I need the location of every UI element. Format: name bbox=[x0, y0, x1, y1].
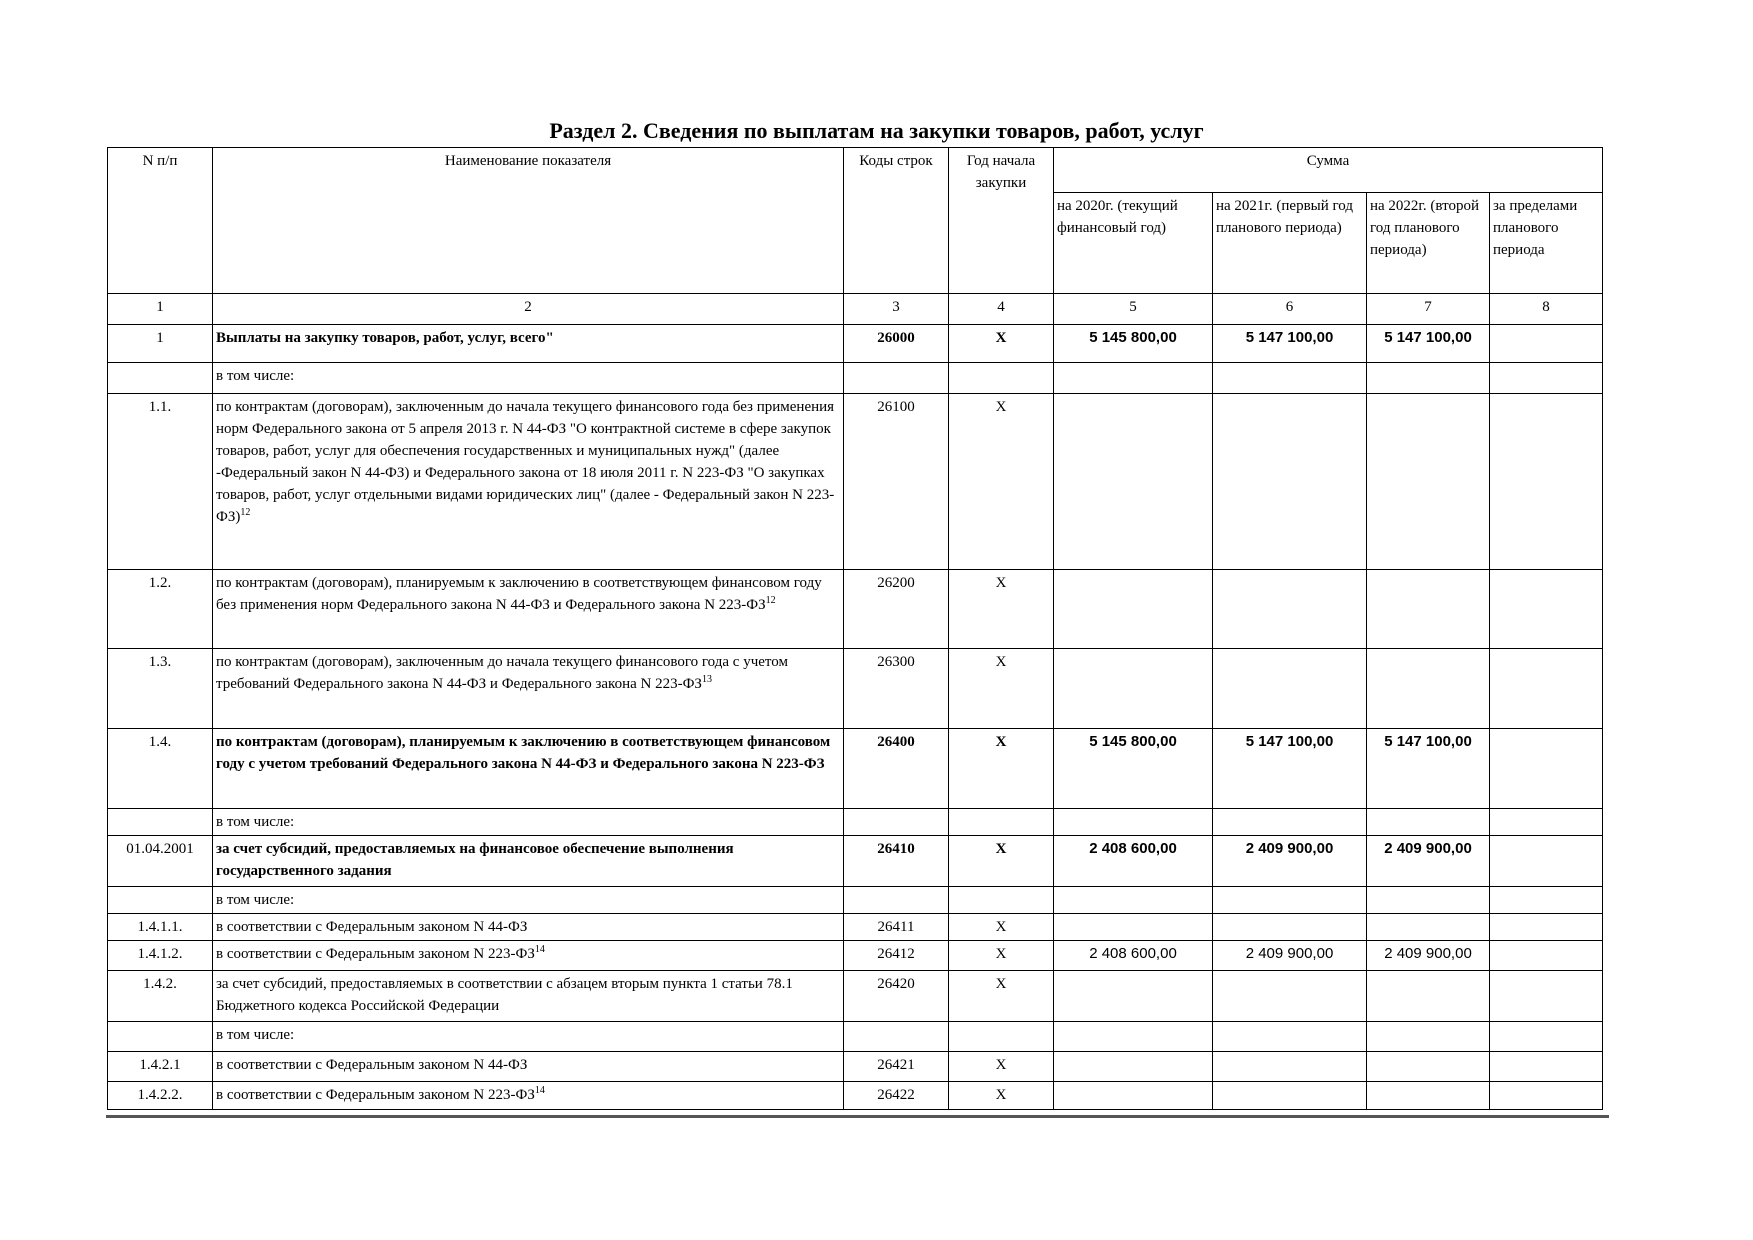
sum-beyond bbox=[1490, 971, 1603, 1022]
row-year bbox=[949, 1022, 1054, 1052]
col-number: 7 bbox=[1367, 294, 1490, 325]
sum-2021 bbox=[1213, 887, 1367, 914]
row-number: 1.4.2. bbox=[108, 971, 213, 1022]
row-name-text: по контрактам (договорам), планируемым к заключению в соответствующем финансовом году с учетом требований Федерального закона N 44-ФЗ и Федерального закона N 223-ФЗ bbox=[216, 734, 831, 772]
table-row bbox=[108, 649, 1603, 729]
row-name bbox=[213, 394, 844, 570]
row-name bbox=[213, 363, 844, 394]
header-code: Коды строк bbox=[844, 148, 949, 294]
sum-2022 bbox=[1367, 1052, 1490, 1082]
row-year: X bbox=[949, 649, 1054, 729]
row-number: 1.1. bbox=[108, 394, 213, 570]
row-name-text: за счет субсидий, предоставляемых в соответствии с абзацем вторым пункта 1 статьи 78.1 Бюджетного кодекса Российской Федерации bbox=[216, 976, 793, 1014]
sum-2020 bbox=[1054, 887, 1213, 914]
row-name-text: в соответствии с Федеральным законом N 44-ФЗ bbox=[216, 919, 528, 935]
row-name bbox=[213, 729, 844, 809]
row-number bbox=[108, 809, 213, 836]
row-name bbox=[213, 570, 844, 649]
row-name bbox=[213, 325, 844, 363]
header-sum-2020: на 2020г. (текущий финансовый год) bbox=[1054, 193, 1213, 294]
sum-2022 bbox=[1367, 649, 1490, 729]
sum-2021 bbox=[1213, 914, 1367, 941]
row-name-text: в том числе: bbox=[216, 1027, 295, 1043]
row-number: 1.2. bbox=[108, 570, 213, 649]
sum-2022 bbox=[1367, 971, 1490, 1022]
row-code: 26300 bbox=[844, 649, 949, 729]
sum-2022 bbox=[1367, 570, 1490, 649]
table-row bbox=[108, 325, 1603, 363]
sum-beyond bbox=[1490, 1082, 1603, 1110]
sum-beyond bbox=[1490, 729, 1603, 809]
row-year: X bbox=[949, 325, 1054, 363]
table-row bbox=[108, 941, 1603, 971]
row-number bbox=[108, 363, 213, 394]
table-row bbox=[108, 809, 1603, 836]
sum-beyond bbox=[1490, 570, 1603, 649]
sum-2020 bbox=[1054, 914, 1213, 941]
sum-2020 bbox=[1054, 809, 1213, 836]
col-number: 5 bbox=[1054, 294, 1213, 325]
sum-2021 bbox=[1213, 394, 1367, 570]
row-name bbox=[213, 836, 844, 887]
sum-2022 bbox=[1367, 809, 1490, 836]
sum-2020: 2 408 600,00 bbox=[1054, 941, 1213, 971]
row-number: 1.4.2.2. bbox=[108, 1082, 213, 1110]
row-name bbox=[213, 809, 844, 836]
row-name-text: в том числе: bbox=[216, 368, 295, 384]
row-name bbox=[213, 649, 844, 729]
payments-table bbox=[107, 147, 1603, 1110]
row-code: 26421 bbox=[844, 1052, 949, 1082]
sum-2022 bbox=[1367, 1022, 1490, 1052]
sum-2020 bbox=[1054, 1022, 1213, 1052]
sum-beyond bbox=[1490, 914, 1603, 941]
row-name-text: в том числе: bbox=[216, 892, 295, 908]
table-row bbox=[108, 914, 1603, 941]
sum-2021: 5 147 100,00 bbox=[1213, 729, 1367, 809]
row-code: 26200 bbox=[844, 570, 949, 649]
row-code: 26411 bbox=[844, 914, 949, 941]
row-number bbox=[108, 1022, 213, 1052]
table-row bbox=[108, 363, 1603, 394]
sum-2020 bbox=[1054, 363, 1213, 394]
footnote-mark: 14 bbox=[534, 1085, 545, 1096]
row-year: X bbox=[949, 394, 1054, 570]
row-code bbox=[844, 363, 949, 394]
row-year: X bbox=[949, 729, 1054, 809]
row-name-text: в соответствии с Федеральным законом N 44-ФЗ bbox=[216, 1057, 528, 1073]
sum-2021 bbox=[1213, 570, 1367, 649]
row-name-text: за счет субсидий, предоставляемых на финансовое обеспечение выполнения государственного задания bbox=[216, 841, 734, 879]
sum-2020 bbox=[1054, 1082, 1213, 1110]
table-row bbox=[108, 570, 1603, 649]
row-number: 1 bbox=[108, 325, 213, 363]
row-year: X bbox=[949, 914, 1054, 941]
row-number: 1.4.1.2. bbox=[108, 941, 213, 971]
sum-2021: 2 409 900,00 bbox=[1213, 941, 1367, 971]
sum-beyond bbox=[1490, 363, 1603, 394]
row-number bbox=[108, 887, 213, 914]
footnote-mark: 13 bbox=[701, 674, 712, 685]
sum-2020: 2 408 600,00 bbox=[1054, 836, 1213, 887]
row-name-text: в соответствии с Федеральным законом N 223-ФЗ bbox=[216, 946, 535, 962]
footnote-mark: 14 bbox=[534, 944, 545, 955]
row-code: 26412 bbox=[844, 941, 949, 971]
sum-beyond bbox=[1490, 887, 1603, 914]
sum-beyond bbox=[1490, 1052, 1603, 1082]
row-name-text: по контрактам (договорам), заключенным до начала текущего финансового года без применения норм Федерального закона от 5 апреля 2013 г. N 44-ФЗ "О контрактной системе в сфере закупок товаров, работ, услуг для обеспечения государственных и муниципальных нужд" (далее -Федеральный закон N 44-ФЗ) и Федерального закона от 18 июля 2011 г. N 223-ФЗ "О закупках товаров, работ, услуг отдельными видами юридических лиц" (далее - Федеральный закон N 223-ФЗ) bbox=[216, 399, 835, 525]
section-title: Раздел 2. Сведения по выплатам на закупки товаров, работ, услуг bbox=[549, 118, 1204, 143]
footnote-mark: 12 bbox=[765, 595, 776, 606]
row-code: 26000 bbox=[844, 325, 949, 363]
sum-2022 bbox=[1367, 887, 1490, 914]
row-name-text: по контрактам (договорам), заключенным до начала текущего финансового года с учетом требований Федерального закона N 44-ФЗ и Федерального закона N 223-ФЗ bbox=[216, 654, 788, 692]
header-year: Год начала закупки bbox=[949, 148, 1054, 294]
sum-2020 bbox=[1054, 971, 1213, 1022]
table-row bbox=[108, 1052, 1603, 1082]
table-row bbox=[108, 394, 1603, 570]
row-number: 01.04.2001 bbox=[108, 836, 213, 887]
sum-beyond bbox=[1490, 941, 1603, 971]
row-name bbox=[213, 941, 844, 971]
row-name-text: по контрактам (договорам), планируемым к заключению в соответствующем финансовом году без применения норм Федерального закона N 44-ФЗ и Федерального закона N 223-ФЗ bbox=[216, 575, 822, 613]
row-year: X bbox=[949, 1082, 1054, 1110]
sum-beyond bbox=[1490, 394, 1603, 570]
row-name-text: в соответствии с Федеральным законом N 223-ФЗ bbox=[216, 1087, 535, 1103]
sum-2021: 5 147 100,00 bbox=[1213, 325, 1367, 363]
sum-2020: 5 145 800,00 bbox=[1054, 325, 1213, 363]
sum-2021: 2 409 900,00 bbox=[1213, 836, 1367, 887]
sum-2022: 5 147 100,00 bbox=[1367, 325, 1490, 363]
row-number: 1.3. bbox=[108, 649, 213, 729]
row-code bbox=[844, 809, 949, 836]
row-number: 1.4.1.1. bbox=[108, 914, 213, 941]
row-year: X bbox=[949, 971, 1054, 1022]
sum-2022 bbox=[1367, 363, 1490, 394]
row-year: X bbox=[949, 836, 1054, 887]
sum-2022 bbox=[1367, 914, 1490, 941]
row-number: 1.4. bbox=[108, 729, 213, 809]
table-row bbox=[108, 971, 1603, 1022]
sum-2020 bbox=[1054, 1052, 1213, 1082]
table-row bbox=[108, 1022, 1603, 1052]
sum-beyond bbox=[1490, 836, 1603, 887]
header-sum: Сумма bbox=[1054, 148, 1603, 193]
table-row bbox=[108, 729, 1603, 809]
header-name: Наименование показателя bbox=[213, 148, 844, 294]
sum-2021 bbox=[1213, 363, 1367, 394]
row-year bbox=[949, 809, 1054, 836]
bottom-rule bbox=[106, 1115, 1609, 1118]
row-year: X bbox=[949, 941, 1054, 971]
row-year: X bbox=[949, 570, 1054, 649]
row-code bbox=[844, 1022, 949, 1052]
sum-2021 bbox=[1213, 649, 1367, 729]
sum-2022: 5 147 100,00 bbox=[1367, 729, 1490, 809]
row-year bbox=[949, 363, 1054, 394]
table-row bbox=[108, 1082, 1603, 1110]
col-number: 4 bbox=[949, 294, 1054, 325]
sum-beyond bbox=[1490, 649, 1603, 729]
table-row bbox=[108, 887, 1603, 914]
sum-2020 bbox=[1054, 394, 1213, 570]
row-name-text: в том числе: bbox=[216, 814, 295, 830]
row-code: 26420 bbox=[844, 971, 949, 1022]
sum-2020: 5 145 800,00 bbox=[1054, 729, 1213, 809]
col-number: 1 bbox=[108, 294, 213, 325]
header-np: N п/п bbox=[108, 148, 213, 294]
sum-2020 bbox=[1054, 649, 1213, 729]
row-name-text: Выплаты на закупку товаров, работ, услуг, всего" bbox=[216, 330, 554, 346]
row-year bbox=[949, 887, 1054, 914]
row-year: X bbox=[949, 1052, 1054, 1082]
row-name bbox=[213, 914, 844, 941]
col-number: 3 bbox=[844, 294, 949, 325]
header-sum-2021: на 2021г. (первый год планового периода) bbox=[1213, 193, 1367, 294]
sum-2021 bbox=[1213, 1052, 1367, 1082]
row-code: 26410 bbox=[844, 836, 949, 887]
sum-2021 bbox=[1213, 1082, 1367, 1110]
sum-2020 bbox=[1054, 570, 1213, 649]
header-sum-2022: на 2022г. (второй год планового периода) bbox=[1367, 193, 1490, 294]
sum-2021 bbox=[1213, 971, 1367, 1022]
sum-beyond bbox=[1490, 809, 1603, 836]
row-name bbox=[213, 1052, 844, 1082]
row-code bbox=[844, 887, 949, 914]
col-number: 6 bbox=[1213, 294, 1367, 325]
row-code: 26422 bbox=[844, 1082, 949, 1110]
row-code: 26400 bbox=[844, 729, 949, 809]
sum-2021 bbox=[1213, 1022, 1367, 1052]
col-number: 2 bbox=[213, 294, 844, 325]
row-code: 26100 bbox=[844, 394, 949, 570]
sum-beyond bbox=[1490, 325, 1603, 363]
row-name bbox=[213, 1022, 844, 1052]
sum-2022: 2 409 900,00 bbox=[1367, 941, 1490, 971]
col-number: 8 bbox=[1490, 294, 1603, 325]
row-name bbox=[213, 1082, 844, 1110]
footnote-mark: 12 bbox=[240, 507, 251, 518]
sum-beyond bbox=[1490, 1022, 1603, 1052]
sum-2021 bbox=[1213, 809, 1367, 836]
row-number: 1.4.2.1 bbox=[108, 1052, 213, 1082]
header-sum-beyond: за пределами планового периода bbox=[1490, 193, 1603, 294]
table-row bbox=[108, 836, 1603, 887]
sum-2022: 2 409 900,00 bbox=[1367, 836, 1490, 887]
sum-2022 bbox=[1367, 394, 1490, 570]
row-name bbox=[213, 971, 844, 1022]
sum-2022 bbox=[1367, 1082, 1490, 1110]
row-name bbox=[213, 887, 844, 914]
